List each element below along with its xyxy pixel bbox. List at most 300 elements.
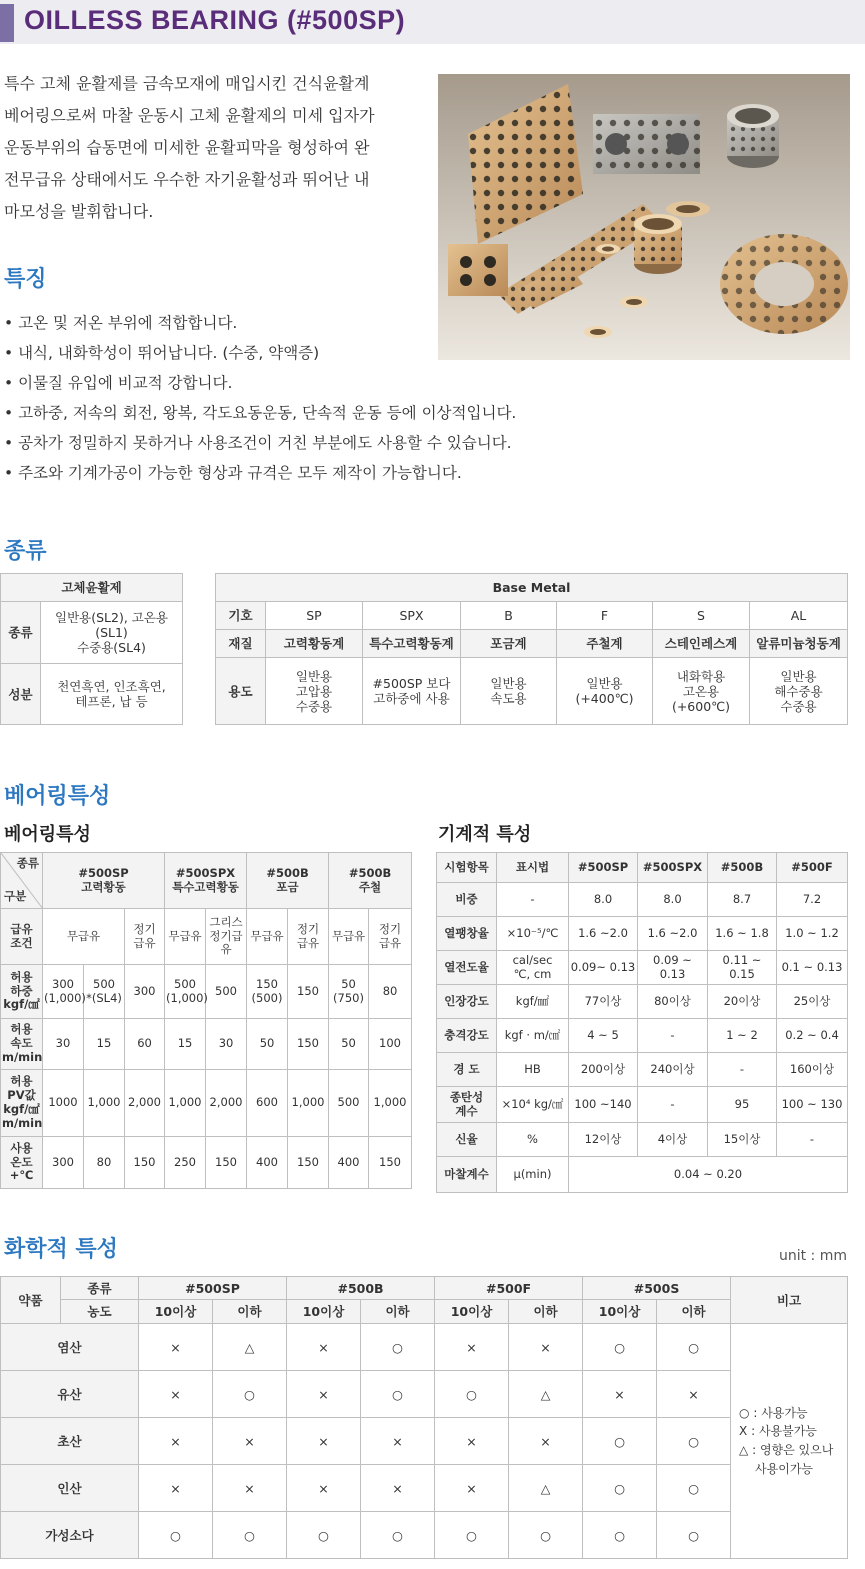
chem-cell: × xyxy=(139,1465,213,1512)
bearing-cell: 1,000 xyxy=(369,1070,412,1137)
cell-line: *(SL4) xyxy=(86,990,122,1005)
mech-value: 95 xyxy=(708,1087,777,1123)
mech-value: 12이상 xyxy=(569,1123,638,1157)
bearing-cell: 300 xyxy=(125,965,165,1019)
title-bar xyxy=(0,0,865,44)
bearing-cell: 500 xyxy=(329,1070,369,1137)
chem-cell: △ xyxy=(509,1371,583,1418)
bearing-subheading: 베어링특성 xyxy=(4,824,91,845)
mech-unit: HB xyxy=(497,1053,569,1087)
cell-line: (750) xyxy=(333,990,364,1005)
base-metal-header: Base Metal xyxy=(216,574,848,602)
bearing-row xyxy=(1,1137,412,1189)
cell-line: 300 xyxy=(52,976,74,991)
mech-row xyxy=(437,1157,848,1193)
lube-line: 무급유 xyxy=(168,928,202,943)
mech-unit: μ(min) xyxy=(497,1157,569,1193)
mech-item: 마찰계수 xyxy=(437,1157,497,1193)
bearing-cell: 80 xyxy=(369,965,412,1019)
mech-row xyxy=(437,1087,848,1123)
mech-value: 160이상 xyxy=(777,1053,848,1087)
metal-code: SP xyxy=(266,602,363,630)
lube-condition xyxy=(43,909,125,965)
use-line: (+400℃) xyxy=(575,691,634,706)
bearing-cell: 50 xyxy=(247,1019,288,1070)
mech-value: 8.0 xyxy=(569,883,638,917)
use-line: 일반용 xyxy=(780,668,817,684)
lube-line: 급유 xyxy=(296,935,320,950)
metal-use xyxy=(750,658,848,725)
lube-condition xyxy=(288,909,329,965)
chem-cell: △ xyxy=(213,1324,287,1371)
chem-cell: ○ xyxy=(213,1512,287,1559)
mech-value: 1 ~ 2 xyxy=(708,1019,777,1053)
mech-header: #500SPX xyxy=(638,853,708,883)
chem-cell: × xyxy=(287,1371,361,1418)
base-metal-table xyxy=(215,573,848,725)
lubricant-header: 고체윤활제 xyxy=(1,574,183,602)
chem-cell: × xyxy=(139,1371,213,1418)
label-line: 속도 xyxy=(10,1036,33,1051)
lubricant-table xyxy=(0,573,183,725)
bearing-cell: 300 xyxy=(43,1137,84,1189)
conc-header: 이하 xyxy=(657,1300,731,1324)
label-line: 허용 xyxy=(10,1074,33,1089)
bearing-row xyxy=(1,965,412,1019)
label-line: kgf/㎠ xyxy=(3,997,40,1012)
bearing-cell: 1,000 xyxy=(84,1070,125,1137)
chemical-heading: 화학적 특성 xyxy=(4,1237,118,1262)
metal-use xyxy=(363,658,461,725)
lube-condition xyxy=(247,909,288,965)
bearing-cell: 30 xyxy=(43,1019,84,1070)
chem-cell: × xyxy=(361,1465,435,1512)
cell-line: 500 xyxy=(174,976,196,991)
bearing-cell: 60 xyxy=(125,1019,165,1070)
remark-line: 사용이가능 xyxy=(755,1461,814,1476)
bearing-row-label xyxy=(1,1019,43,1070)
cell-line: (500) xyxy=(251,990,283,1005)
group-line: 주철 xyxy=(358,879,382,894)
mech-unit: % xyxy=(497,1123,569,1157)
chem-cell: ○ xyxy=(509,1512,583,1559)
mech-value: 1.6 ~2.0 xyxy=(638,917,708,951)
mech-value: 15이상 xyxy=(708,1123,777,1157)
chem-cell: ○ xyxy=(657,1418,731,1465)
row-label: 기호 xyxy=(216,602,266,630)
chem-cell: ○ xyxy=(435,1371,509,1418)
corner-top: 종류 xyxy=(16,856,39,870)
label-line: 온도 xyxy=(10,1154,33,1169)
lube-line: 무급유 xyxy=(250,928,284,943)
chem-cell: ○ xyxy=(583,1465,657,1512)
chem-row xyxy=(1,1371,848,1418)
lubricant-value xyxy=(41,664,183,725)
mech-unit xyxy=(497,951,569,985)
chem-cell: × xyxy=(361,1418,435,1465)
mech-row xyxy=(437,985,848,1019)
mech-value: 200이상 xyxy=(569,1053,638,1087)
mech-row xyxy=(437,917,848,951)
chem-row xyxy=(1,1324,848,1371)
lube-line: 급유 xyxy=(133,935,156,950)
remarks xyxy=(731,1324,848,1559)
bearing-cell: 2,000 xyxy=(206,1070,247,1137)
remark-header: 비고 xyxy=(731,1277,848,1324)
chem-name: 유산 xyxy=(1,1371,139,1418)
chem-row xyxy=(1,1465,848,1512)
group-line: #500B xyxy=(348,865,392,880)
metal-code: SPX xyxy=(363,602,461,630)
mech-value: 20이상 xyxy=(708,985,777,1019)
chem-group: #500F xyxy=(435,1277,583,1300)
use-line: 고온용 xyxy=(682,683,720,699)
mech-value: 0.09~ 0.13 xyxy=(569,951,638,985)
use-line: 일반용 xyxy=(586,676,623,691)
cell-line: (1,000) xyxy=(44,990,86,1005)
chem-cell: ○ xyxy=(213,1371,287,1418)
metal-code: S xyxy=(653,602,750,630)
use-line: (+600℃) xyxy=(671,698,731,714)
group-line: 포금 xyxy=(276,879,299,894)
mech-value: 8.7 xyxy=(708,883,777,917)
unit-line: cal/sec xyxy=(512,952,553,967)
chem-cell: × xyxy=(139,1418,213,1465)
lube-condition xyxy=(329,909,369,965)
conc-header: 이하 xyxy=(213,1300,287,1324)
intro-line: 운동부위의 습동면에 미세한 윤활피막을 형성하여 완 xyxy=(4,138,370,157)
metal-use xyxy=(653,658,750,725)
chem-group: #500S xyxy=(583,1277,731,1300)
lube-condition xyxy=(369,909,412,965)
bearing-cell: 150 xyxy=(288,1019,329,1070)
mech-value: 80이상 xyxy=(638,985,708,1019)
bearing-cell: 15 xyxy=(165,1019,206,1070)
conc-header: 10이상 xyxy=(287,1300,361,1324)
bearing-cell: 400 xyxy=(329,1137,369,1189)
mech-value: - xyxy=(638,1087,708,1123)
mech-unit: kgf/㎟ xyxy=(497,985,569,1019)
label-line: +℃ xyxy=(9,1168,34,1183)
mech-item: 인장강도 xyxy=(437,985,497,1019)
use-line: 내화학용 xyxy=(676,668,726,684)
chem-row xyxy=(1,1418,848,1465)
conc-header: 10이상 xyxy=(583,1300,657,1324)
group-line: #500B xyxy=(266,865,309,880)
use-line: 수중용 xyxy=(295,698,333,714)
mech-value: 0.09 ~ 0.13 xyxy=(638,951,708,985)
chem-cell: × xyxy=(287,1418,361,1465)
bearing-table xyxy=(0,852,412,1189)
bearing-cell: 1000 xyxy=(43,1070,84,1137)
lube-label xyxy=(1,909,43,965)
chem-cell: ○ xyxy=(361,1512,435,1559)
mech-value: 240이상 xyxy=(638,1053,708,1087)
chem-group: #500B xyxy=(287,1277,435,1300)
label-line: 사용 xyxy=(10,1140,33,1155)
label-line: m/min xyxy=(2,1049,43,1064)
lube-line: 무급유 xyxy=(66,928,101,943)
group-line: #500SP xyxy=(78,865,129,880)
unit-line: ℃, cm xyxy=(513,966,552,981)
mech-item: 경 도 xyxy=(437,1053,497,1087)
mech-value: - xyxy=(638,1019,708,1053)
conc-header: 10이상 xyxy=(435,1300,509,1324)
mech-header: #500B xyxy=(708,853,777,883)
mech-value: 100 ~ 130 xyxy=(777,1087,848,1123)
bearing-cell: 150 xyxy=(206,1137,247,1189)
types-heading: 종류 xyxy=(4,539,47,564)
remark-line: △ : 영향은 있으나 xyxy=(739,1443,834,1457)
label-line: 급유 xyxy=(10,921,33,936)
bearing-group xyxy=(43,853,165,909)
bearing-group xyxy=(329,853,412,909)
feature-item: • 고온 및 저온 부위에 적합합니다. xyxy=(4,314,238,332)
lubricant-label: 종류 xyxy=(1,602,41,664)
mech-row xyxy=(437,1019,848,1053)
feature-item: • 공차가 정밀하지 못하거나 사용조건이 거친 부분에도 사용할 수 있습니다. xyxy=(4,434,512,452)
chem-cell: × xyxy=(213,1418,287,1465)
mech-value: 4 ~ 5 xyxy=(569,1019,638,1053)
bearing-cell: 30 xyxy=(206,1019,247,1070)
metal-code: B xyxy=(461,602,557,630)
lube-line: 정기 xyxy=(133,921,156,936)
mech-value: 0.04 ~ 0.20 xyxy=(569,1157,848,1193)
metal-material: 특수고력황동계 xyxy=(363,630,461,658)
chem-group: #500SP xyxy=(139,1277,287,1300)
bearing-cell: 1,000 xyxy=(288,1070,329,1137)
chem-cell: ○ xyxy=(657,1512,731,1559)
use-line: 일반용 xyxy=(490,676,527,691)
chem-cell: ○ xyxy=(583,1512,657,1559)
lube-line: 급유 xyxy=(378,935,402,950)
mech-value: 1.0 ~ 1.2 xyxy=(777,917,848,951)
mech-item: 신율 xyxy=(437,1123,497,1157)
bearing-heading: 베어링특성 xyxy=(4,784,111,809)
chem-cell: × xyxy=(287,1324,361,1371)
mech-value: 25이상 xyxy=(777,985,848,1019)
group-line: 특수고력황동 xyxy=(172,879,239,894)
lube-condition xyxy=(165,909,206,965)
use-line: 해수중용 xyxy=(774,683,823,699)
mech-value: 8.0 xyxy=(638,883,708,917)
cell-line: (1,000) xyxy=(166,990,208,1005)
bearing-row-label xyxy=(1,1137,43,1189)
use-line: 고하중에 사용 xyxy=(373,691,450,706)
metal-use xyxy=(461,658,557,725)
remark-line: ○ : 사용가능 xyxy=(739,1405,808,1420)
mechanical-subheading: 기계적 특성 xyxy=(438,824,532,845)
bearing-cell: 150 xyxy=(369,1137,412,1189)
bearing-cell: 100 xyxy=(369,1019,412,1070)
mech-item: 비중 xyxy=(437,883,497,917)
metal-code: F xyxy=(557,602,653,630)
metal-material: 고력황동계 xyxy=(266,630,363,658)
value-line: 일반용(SL2), 고온용(SL1) xyxy=(55,610,169,640)
chem-cell: × xyxy=(509,1324,583,1371)
cell-line: 500 xyxy=(93,976,115,991)
chem-cell: × xyxy=(213,1465,287,1512)
chemical-corner: 약품 xyxy=(1,1277,61,1324)
chem-cell: ○ xyxy=(657,1465,731,1512)
page-title: OILLESS BEARING (#500SP) xyxy=(24,5,406,35)
mech-value: 7.2 xyxy=(777,883,848,917)
label-line: m/min xyxy=(2,1115,43,1130)
chem-name: 염산 xyxy=(1,1324,139,1371)
bearing-cell: 15 xyxy=(84,1019,125,1070)
mech-value: 0.11 ~ 0.15 xyxy=(708,951,777,985)
chem-cell: × xyxy=(583,1371,657,1418)
title-accent xyxy=(0,4,14,42)
lubricant-label: 성분 xyxy=(1,664,41,725)
bearing-cell: 80 xyxy=(84,1137,125,1189)
group-line: 고력황동 xyxy=(81,879,126,894)
mech-value: 1.6 ~ 1.8 xyxy=(708,917,777,951)
metal-use xyxy=(266,658,363,725)
mech-value: - xyxy=(708,1053,777,1087)
mech-item xyxy=(437,1087,497,1123)
remark-line: X : 사용불가능 xyxy=(739,1424,817,1439)
bearing-corner xyxy=(1,853,43,909)
use-line: 수중용 xyxy=(780,698,817,714)
use-line: 일반용 xyxy=(295,668,333,684)
intro-line: 마모성을 발휘합니다. xyxy=(4,202,154,221)
mech-value: 4이상 xyxy=(638,1123,708,1157)
chem-cell: × xyxy=(435,1418,509,1465)
mech-value: 0.1 ~ 0.13 xyxy=(777,951,848,985)
chem-cell: ○ xyxy=(583,1418,657,1465)
unit-label: unit : mm xyxy=(778,1248,847,1264)
value-line: 테프론, 납 등 xyxy=(75,694,148,709)
chem-name: 가성소다 xyxy=(1,1512,139,1559)
mech-unit: - xyxy=(497,883,569,917)
bearing-cell xyxy=(84,965,125,1019)
chem-cell: ○ xyxy=(287,1512,361,1559)
chem-cell: × xyxy=(287,1465,361,1512)
row-label: 재질 xyxy=(216,630,266,658)
mech-item: 열팽창율 xyxy=(437,917,497,951)
metal-material: 스테인레스계 xyxy=(653,630,750,658)
row-label: 용도 xyxy=(216,658,266,725)
type-label: 종류 xyxy=(61,1277,139,1300)
bearing-cell xyxy=(165,965,206,1019)
mech-value: 0.2 ~ 0.4 xyxy=(777,1019,848,1053)
chem-cell: × xyxy=(139,1324,213,1371)
item-line: 종탄성 xyxy=(449,1089,484,1104)
conc-header: 이하 xyxy=(509,1300,583,1324)
label-line: 허용 xyxy=(10,1022,33,1037)
mech-value: 77이상 xyxy=(569,985,638,1019)
bearing-cell: 50 xyxy=(329,1019,369,1070)
value-line: 천연흑연, 인조흑연, xyxy=(57,679,166,694)
lube-condition xyxy=(125,909,165,965)
chem-cell: ○ xyxy=(139,1512,213,1559)
corner-bottom: 구분 xyxy=(4,889,27,904)
chem-cell: ○ xyxy=(361,1324,435,1371)
bearing-cell: 150 xyxy=(288,1137,329,1189)
label-line: 허용 xyxy=(10,969,33,984)
metal-code: AL xyxy=(750,602,848,630)
bearing-cell: 400 xyxy=(247,1137,288,1189)
mech-row xyxy=(437,1053,848,1087)
mech-header: 시험항목 xyxy=(437,853,497,883)
feature-item: • 고하중, 저속의 회전, 왕복, 각도요동운동, 단속적 운동 등에 이상적입니다. xyxy=(4,404,517,422)
feature-item: • 내식, 내화학성이 뛰어납니다. (수중, 약액증) xyxy=(4,344,320,362)
metal-use xyxy=(557,658,653,725)
lubricant-value xyxy=(41,602,183,664)
features-heading: 특징 xyxy=(4,267,47,292)
bearing-group xyxy=(247,853,329,909)
conc-header: 이하 xyxy=(361,1300,435,1324)
lube-line: 그리스 xyxy=(209,914,243,929)
bearing-row xyxy=(1,1070,412,1137)
metal-material: 포금계 xyxy=(461,630,557,658)
mech-item: 충격강도 xyxy=(437,1019,497,1053)
intro-text xyxy=(4,68,424,228)
chem-cell: × xyxy=(509,1418,583,1465)
intro-line: 특수 고체 윤활제를 금속모재에 매입시킨 건식윤활계 xyxy=(4,74,370,93)
bearing-cell: 600 xyxy=(247,1070,288,1137)
chem-cell: ○ xyxy=(657,1324,731,1371)
bearing-row-label xyxy=(1,965,43,1019)
chem-name: 초산 xyxy=(1,1418,139,1465)
chem-cell: ○ xyxy=(583,1324,657,1371)
mech-row xyxy=(437,951,848,985)
item-line: 계수 xyxy=(455,1103,478,1118)
features-list xyxy=(4,308,516,488)
mech-item: 열전도율 xyxy=(437,951,497,985)
feature-item: • 이물질 유입에 비교적 강합니다. xyxy=(4,374,233,392)
conc-label: 농도 xyxy=(61,1300,139,1324)
lube-line: 정기 xyxy=(378,921,402,936)
bearing-cell: 150 xyxy=(288,965,329,1019)
mech-header: 표시법 xyxy=(497,853,569,883)
chem-cell: × xyxy=(435,1465,509,1512)
metal-material: 주철계 xyxy=(557,630,653,658)
mech-value: - xyxy=(777,1123,848,1157)
chem-cell: × xyxy=(657,1371,731,1418)
mech-unit: kgf · m/㎠ xyxy=(497,1019,569,1053)
chem-cell: ○ xyxy=(361,1371,435,1418)
chem-cell: ○ xyxy=(435,1512,509,1559)
bearing-row xyxy=(1,1019,412,1070)
value-line: 수중용(SL4) xyxy=(77,640,146,655)
use-line: 속도용 xyxy=(490,691,527,706)
use-line: #500SP 보다 xyxy=(372,676,451,691)
bearing-cell xyxy=(247,965,288,1019)
intro-line: 전무급유 상태에서도 우수한 자기윤활성과 뛰어난 내 xyxy=(4,170,370,189)
intro-line: 베어링으로써 마찰 운동시 고체 윤활제의 미세 입자가 xyxy=(4,106,375,125)
chemical-table xyxy=(0,1276,848,1559)
mech-unit: ×10⁴ kg/㎠ xyxy=(497,1087,569,1123)
bearing-cell: 2,000 xyxy=(125,1070,165,1137)
label-line: 하중 xyxy=(10,983,33,998)
lube-line: 무급유 xyxy=(331,928,366,943)
bearing-cell: 150 xyxy=(125,1137,165,1189)
metal-material: 알류미늄청동계 xyxy=(750,630,848,658)
chem-cell: △ xyxy=(509,1465,583,1512)
bearing-cell xyxy=(43,965,84,1019)
label-line: PV값 xyxy=(7,1088,36,1103)
bearing-cell xyxy=(329,965,369,1019)
lube-line: 정기급유 xyxy=(209,928,243,957)
bearing-cell: 500 xyxy=(206,965,247,1019)
mech-value: 100 ~140 xyxy=(569,1087,638,1123)
chem-name: 인산 xyxy=(1,1465,139,1512)
bearing-cell: 1,000 xyxy=(165,1070,206,1137)
use-line: 고압용 xyxy=(295,683,333,699)
mech-header: #500F xyxy=(777,853,848,883)
